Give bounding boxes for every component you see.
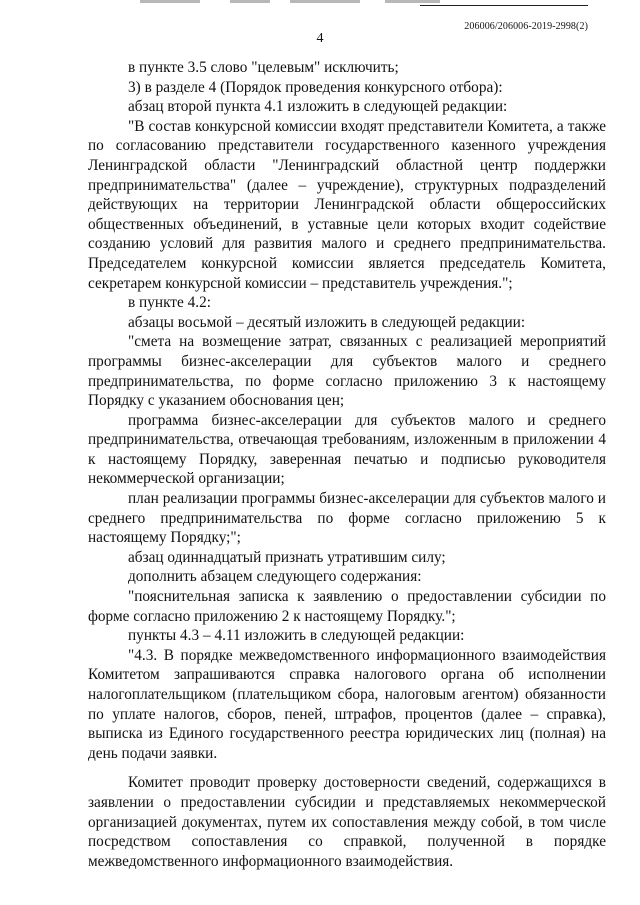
paragraph: программа бизнес-акселерации для субъектов малого и среднего предпринимательства, отвечающая требованиям, изложенным в приложении 4 к настоящему Порядку, заверенная печатью и подписью руководителя некоммерческой организации; [88, 411, 606, 488]
header-rule [420, 5, 588, 6]
paragraph: Комитет проводит проверку достоверности сведений, содержащихся в заявлении о предоставлении субсидии и представляемых некоммерческой организацией документах, путем их сопоставления между собой, в том числе посредством сопоставления со справкой, полученной в порядке межведомственного информационного взаимодействия. [88, 774, 606, 870]
page-number: 4 [316, 31, 324, 46]
paragraph: "4.3. В порядке межведомственного информационного взаимодействия Комитетом запрашиваются справка налогового органа об исполнении налогоплательщиком (плательщиком сбора, налоговым агентом) обязанности по уплате налогов, сборов, пеней, штрафов, процентов (далее – справка), выписка из Единого государственного реестра юридических лиц (полная) на день подачи заявки. [88, 646, 606, 762]
paragraph: абзац второй пункта 4.1 изложить в следующей редакции: [128, 98, 508, 116]
paragraph: абзац одиннадцатый признать утратившим силу; [128, 548, 446, 566]
paragraph: 3) в разделе 4 (Порядок проведения конкурсного отбора): [128, 78, 503, 96]
paragraph: абзацы восьмой – десятый изложить в следующей редакции: [128, 313, 526, 331]
paragraph: "В состав конкурсной комиссии входят представители Комитета, а также по согласованию представители государственного казенного учреждения Ленинградской области "Ленинградский областной центр поддержки предпринимательства" (далее – учреждение), структурных подразделений действующих на территории Ленинградской области общероссийских общественных объединений, в уставные цели которых входит содействие созданию условий для развития малого и среднего предпринимательства. Председателем конкурсной комиссии является председатель Комитета, секретарем конкурсной комиссии – представитель учреждения."; [88, 117, 606, 292]
paragraph: "смета на возмещение затрат, связанных с реализацией мероприятий программы бизнес-акселерации для субъектов малого и среднего предпринимательства, по форме согласно приложению 3 к настоящему Порядку с указанием обоснования цен; [88, 333, 606, 410]
document-body [88, 58, 606, 871]
paragraph: план реализации программы бизнес-акселерации для субъектов малого и среднего предпринимательства по форме согласно приложению 5 к настоящему Порядку;"; [88, 490, 606, 547]
paragraph: в пункте 4.2: [128, 294, 211, 312]
paragraph: "пояснительная записка к заявлению о предоставлении субсидии по форме согласно приложению 2 к настоящему Порядку."; [88, 588, 606, 625]
paragraph: в пункте 3.5 слово "целевым" исключить; [128, 59, 399, 76]
paragraph: пункты 4.3 – 4.11 изложить в следующей редакции: [128, 627, 465, 645]
paragraph: дополнить абзацем следующего содержания: [128, 568, 422, 586]
scan-edge-artifact [140, 0, 470, 4]
document-id: 206006/206006-2019-2998(2) [464, 21, 588, 32]
